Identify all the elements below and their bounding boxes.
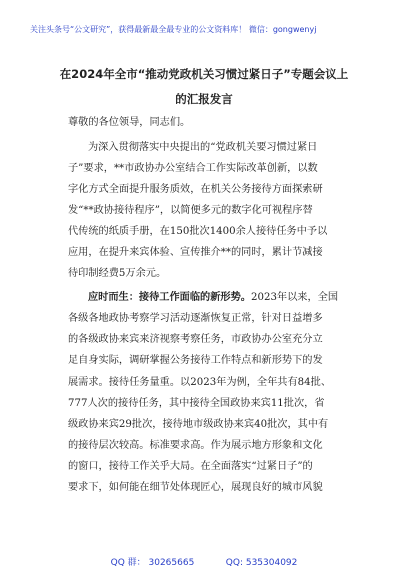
paragraph-line: 为深入贯彻落实中央提出的“党政机关要习惯过紧日 [88,142,318,153]
paragraph-line: 待印制经费5万余元。 [68,268,167,279]
paragraph-line: 各级各地政协考察学习活动逐渐恢复正常，针对日益增多 [68,313,323,324]
paragraph-line: 的窗口，接待工作关乎大局。在全面落实“过紧日子”的 [68,461,313,472]
paragraph-line: 要求下，如何能在细节处体现匠心，展现良好的城市风貌 [68,482,323,493]
paragraph-line: 足自身实际，调研掌握公务接待工作特点和新形势下的发 [68,355,323,366]
paragraph-line-start: 2023年以来，全国 [251,292,339,303]
paragraph-line: 子”要求，**市政协办公室结合工作实际改革创新，以数 [68,163,318,174]
paragraph-line: 777人次的接待任务，其中接待全国政协来宾11批次，省 [68,398,325,409]
paragraph-first-line [88,291,338,305]
paragraph-line: 发“**政协接待程序”，以简便多元的数字化可视程序替 [68,205,313,216]
paragraph-line: 级政协来宾29批次，接待地市级政协来宾40批次，其中有 [68,419,329,430]
document-title-line-2: 的汇报发言 [175,92,233,106]
top-banner: 关注头条号“公文研究”，获得最新最全最专业的公文资料库！ 微信：gongwenyj [30,25,317,34]
footer-contact: QQ 群： 30265665 QQ: 535304092 [110,558,298,568]
paragraph-line: 字化方式全面提升服务质效，在机关公务接待方面探索研 [68,184,323,195]
section-heading: 应时而生：接待工作面临的新形势。 [88,292,251,303]
paragraph-line: 的接待层次较高。标准要求高。作为展示地方形象和文化 [68,440,323,451]
paragraph-line: 应用，在提升来宾体验、宣传推介**的同时，累计节减接 [68,247,323,258]
paragraph-line: 的各级政协来宾来济视察考察任务，市政协办公室充分立 [68,334,323,345]
document-title-line-1: 在2024年全市“推动党政机关习惯过紧日子”专题会议上 [59,67,349,81]
paragraph-line: 代传统的纸质手册，在150批次1400余人接待任务中予以 [68,226,328,237]
paragraph-line: 展需求。接待任务量重。以2023年为例，全年共有84批、 [68,377,332,388]
salutation: 尊敬的各位领导，同志们。 [68,117,191,128]
